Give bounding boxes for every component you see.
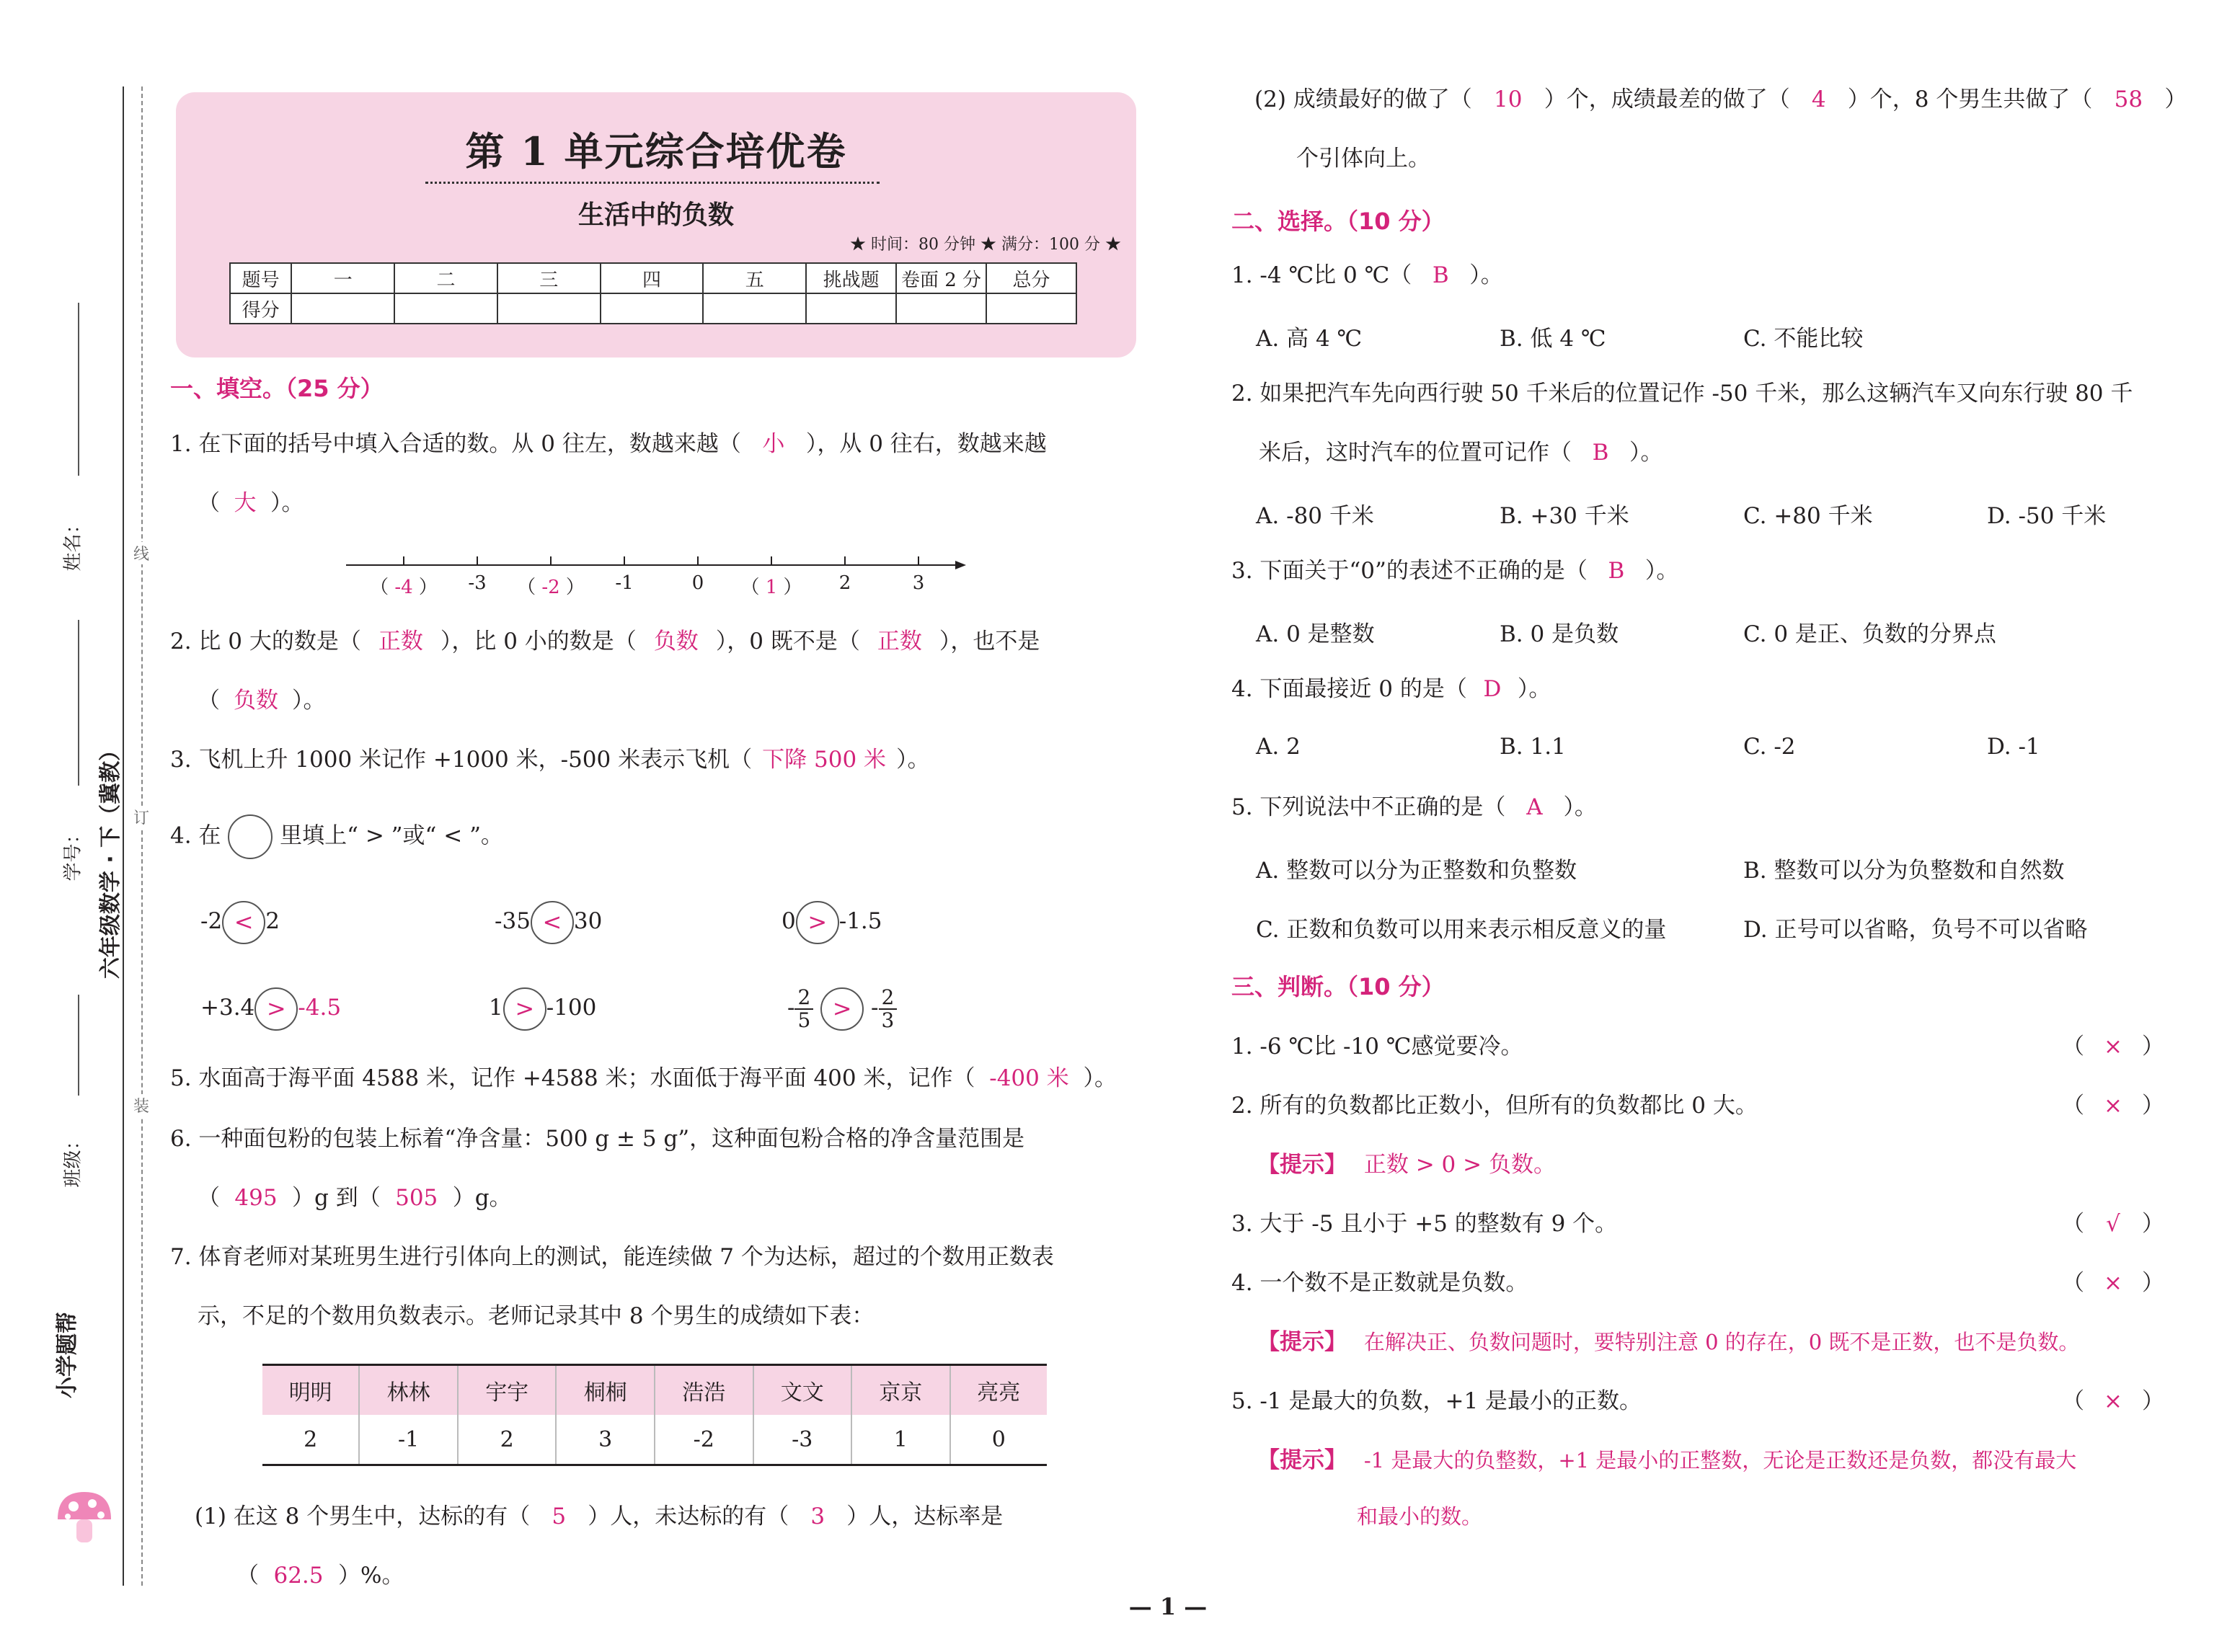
compare-sign: > [503,987,546,1031]
page-number: — 1 — [1128,1593,1208,1620]
compare-sign: > [796,901,839,944]
s1-q2-line1 [170,627,1040,656]
s1-q7-p1-text: ）人，达标率是 [846,1504,1004,1529]
compare-item [489,986,596,1031]
zhuang-mark: 装 [133,1094,149,1116]
pullup-name: 文文 [753,1365,852,1416]
s2-q3-text: 3. 下面关于“0”的表述不正确的是（ [1231,558,1588,584]
s2-q4-option: A. 2 [1256,734,1301,760]
s1-q6-line2 [198,1184,512,1212]
s1-q2-answer-4: 负数 [234,688,278,714]
judge-item: 1. -6 ℃比 -10 ℃感觉要冷。 [1231,1034,1523,1060]
score-header-cell: 总分 [986,263,1076,293]
nl-label: -3 [468,572,487,594]
nl-label: -1 [615,572,634,594]
s2-q1-answer: B [1432,262,1449,288]
s2-q1 [1231,261,1503,290]
score-header-cell: 一 [291,263,394,293]
nl-label: （ -2 ） [517,577,585,598]
s1-q7-p2-text: ）个，成绩最差的做了（ [1544,86,1790,112]
compare-sign: > [254,987,298,1031]
compare-left: 1 [489,995,503,1021]
s2-q4 [1231,675,1551,703]
s2-q3-option: C. 0 是正、负数的分界点 [1743,621,1996,647]
s2-q2-answer: B [1592,440,1609,466]
blank-circle-icon [228,814,273,859]
paren-right: ） [2142,1270,2164,1296]
paren-left: （ [2062,1388,2084,1414]
s1-q3-answer: 下降 500 米 [762,747,887,773]
s1-q7-line1 [170,1243,1054,1271]
frac-right-sign: - [871,995,879,1021]
s2-q5-answer: A [1526,794,1543,820]
pullup-name: 宇宇 [458,1365,557,1416]
nl-label: （ 1 ） [740,577,802,598]
line-mark: 线 [133,542,149,564]
compare-sign: < [531,901,574,944]
s1-q1-text: ）。 [270,490,304,516]
s1-q7-p1-answer-2: 3 [810,1504,825,1529]
tip-text: -1 是最大的负整数，+1 是最小的正整数，无论是正数还是负数，都没有最大 [1363,1448,2077,1473]
s2-q4-text: 4. 下面最接近 0 的是（ [1231,676,1467,702]
s2-q5-option: D. 正号可以省略，负号不可以省略 [1743,917,2088,943]
section-1-title: 一、填空。（25 分） [170,375,384,402]
title-dotted-line [425,182,880,184]
frac-left-num: 2 [794,987,813,1010]
judge-answer: × [2104,1270,2122,1296]
s1-q1-text: （ [198,490,220,516]
judge-item: 3. 大于 -5 且小于 +5 的整数有 9 个。 [1231,1211,1618,1237]
s1-q7-p2-answer-3: 58 [2114,86,2143,112]
score-row-label: 得分 [230,293,291,324]
judge-paren [2062,1028,2164,1060]
s1-q2-line2 [198,686,326,715]
compare-left: 0 [782,908,796,934]
book-label: 六年级数学 · 下（冀教） [98,739,123,980]
compare-item [782,900,882,944]
s2-q2-text: 米后，这时汽车的位置可记作（ [1259,440,1572,466]
judge-paren [2062,1382,2164,1415]
s1-q7-p1-text: ）%。 [338,1563,404,1589]
compare-item [200,900,280,944]
s2-q3-option: A. 0 是整数 [1256,621,1375,647]
score-header-cell: 二 [394,263,497,293]
s1-q6-text: ）g。 [452,1185,512,1211]
s1-q2-text: ），比 0 小的数是（ [440,629,637,654]
s1-q6-text: （ [198,1185,220,1211]
nl-answer: 1 [765,577,778,598]
number-line [346,548,966,598]
score-input-cell[interactable] [291,293,394,324]
compare-right: 30 [573,908,603,934]
mushroom-icon [52,1485,117,1550]
compare-item-fraction [787,977,897,1038]
s2-q3-answer: B [1608,558,1625,584]
s1-q1-text: ），从 0 往右，数越来越 [805,431,1047,457]
judge-answer: × [2104,1388,2122,1414]
s2-q5-text: ）。 [1563,794,1597,820]
s2-q5 [1231,793,1597,822]
s1-q4-text: 4. 在 [170,822,221,849]
s1-q7-p2-answer-2: 4 [1811,86,1826,112]
score-input-cell[interactable] [896,293,986,324]
pullup-table [262,1364,1047,1466]
s2-q5-option: B. 整数可以分为负整数和自然数 [1743,858,2065,884]
score-input-cell[interactable] [601,293,704,324]
paren-right: ） [2142,1034,2164,1060]
paren-right: ） [2142,1388,2164,1414]
frac-left [794,987,813,1031]
s1-q5-text: ）。 [1083,1065,1117,1091]
score-input-cell[interactable] [497,293,601,324]
pullup-value: 3 [556,1415,655,1465]
section-3-title: 三、判断。（10 分） [1231,973,1445,1000]
s1-q4-prompt [170,814,503,859]
compare-right: 2 [265,908,280,934]
judge-paren [2062,1205,2164,1238]
s1-q7-p1-answer-1: 5 [552,1504,567,1529]
s1-q7-text: 7. 体育老师对某班男生进行引体向上的测试，能连续做 7 个为达标，超过的个数用正数表 [170,1244,1054,1270]
pullup-value: -3 [753,1415,852,1465]
s2-q2-text: ）。 [1629,440,1663,466]
score-header-cell: 三 [497,263,601,293]
s2-q5-option: C. 正数和负数可以用来表示相反意义的量 [1256,917,1667,943]
compare-sign: > [820,987,864,1031]
s1-q6-answer-1: 495 [234,1185,278,1211]
meta-info: ★ 时间：80 分钟 ★ 满分：100 分 ★ [850,236,1121,254]
s2-q2-option: A. -80 千米 [1256,503,1374,529]
s1-q2-text: ）。 [292,688,326,714]
s1-q1-answer-1: 小 [762,431,785,457]
frac-left-sign: - [787,995,795,1021]
score-input-cell[interactable] [986,293,1076,324]
s1-q5-text: 5. 水面高于海平面 4588 米，记作 +4588 米；水面低于海平面 400 米，记作（ [170,1065,975,1091]
binding-line-inner [141,86,143,1586]
tip-text: 正数 > 0 > 负数。 [1363,1152,1556,1178]
pullup-name: 亮亮 [950,1365,1047,1416]
tip-2 [1257,1146,1556,1178]
pullup-name: 林林 [359,1365,458,1416]
compare-item [495,900,602,944]
s2-q4-answer: D [1483,676,1502,702]
s2-q3 [1231,556,1678,585]
s2-q4-option: D. -1 [1987,734,2040,760]
frac-right-num: 2 [879,987,898,1010]
paren-left: （ [2062,1093,2084,1119]
s1-q1-answer-2: 大 [234,490,257,516]
s1-q7-p2-text: ） [2164,86,2187,112]
s1-q7-p1-text: (1) 在这 8 个男生中，达标的有（ [195,1504,531,1529]
judge-answer: × [2104,1034,2122,1060]
id-label: 学号： [62,825,84,881]
compare-left: -2 [200,908,223,934]
s1-q7-p2-text: 个引体向上。 [1296,146,1430,172]
page-title: 第 1 单元综合培优卷 [465,128,847,174]
pullup-value: 0 [950,1415,1047,1465]
s1-q4-text: 里填上“ > ”或“ < ”。 [280,822,503,849]
s1-q6-text: ）g 到（ [292,1185,381,1211]
s1-q7-p2-text: ）个，8 个男生共做了（ [1847,86,2093,112]
s2-q2-option: D. -50 千米 [1987,503,2107,529]
s2-q2-text: 2. 如果把汽车先向西行驶 50 千米后的位置记作 -50 千米，那么这辆汽车又向东行驶 80 千 [1231,381,2133,407]
s1-q2-text: ），0 既不是（ [715,629,860,654]
pullup-value: -2 [655,1415,753,1465]
s1-q5 [170,1064,1117,1093]
frac-right-den: 3 [881,1008,895,1032]
compare-item [200,986,341,1031]
s2-q5-option: A. 整数可以分为正整数和负整数 [1256,858,1577,884]
score-header-cell: 题号 [230,263,291,293]
s2-q2-line2 [1259,438,1663,467]
s1-q1-line2 [198,489,304,518]
tip-label: 【提示】 [1257,1152,1347,1178]
tip-5-line2: 和最小的数。 [1357,1504,1483,1529]
compare-right: -1.5 [838,908,882,934]
s1-q7-p2-line2 [1296,144,1430,173]
s2-q5-text: 5. 下列说法中不正确的是（ [1231,794,1506,820]
s2-q1-option: B. 低 4 ℃ [1500,326,1606,352]
s2-q2-option: C. +80 千米 [1743,503,1873,529]
paren-left: （ [2062,1270,2084,1296]
s1-q3 [170,745,930,774]
nl-label: 2 [838,572,851,594]
s1-q7-p1-line1 [195,1502,1003,1531]
judge-answer: × [2104,1093,2122,1119]
s2-q2-line1 [1231,379,2133,408]
nl-label: （ -4 ） [370,577,438,598]
judge-item: 2. 所有的负数都比正数小，但所有的负数都比 0 大。 [1231,1093,1758,1119]
s2-q1-option: A. 高 4 ℃ [1256,326,1363,352]
s1-q7-p1-text: （ [236,1563,259,1589]
s1-q2-answer-3: 正数 [877,629,922,654]
s2-q4-option: C. -2 [1743,734,1796,760]
s1-q6-line1 [170,1124,1024,1153]
judge-paren [2062,1087,2164,1119]
s1-q6-answer-2: 505 [395,1185,438,1211]
judge-answer: √ [2106,1211,2120,1237]
pullup-value: 1 [851,1415,950,1465]
s1-q2-text: ），也不是 [939,629,1040,654]
ding-mark: 订 [133,806,149,828]
s2-q4-option: B. 1.1 [1500,734,1566,760]
paren-right: ） [2142,1093,2164,1119]
s1-q7-text: 示，不足的个数用负数表示。老师记录其中 8 个男生的成绩如下表： [198,1303,875,1329]
s1-q5-answer: -400 米 [989,1065,1069,1091]
score-header-cell: 五 [703,263,806,293]
nl-answer: -4 [394,577,413,598]
section-2-title: 二、选择。（10 分） [1231,208,1445,235]
compare-sign: < [222,901,265,944]
s1-q1-line1 [170,430,1047,458]
paren-left: （ [2062,1034,2084,1060]
class-underline [78,995,79,1096]
s2-q1-text: 1. -4 ℃比 0 ℃（ [1231,262,1412,288]
tip-4 [1257,1323,2079,1356]
paren-left: （ [2062,1211,2084,1237]
s1-q7-p2-line1 [1254,85,2187,114]
s1-q7-p1-answer-3: 62.5 [273,1563,324,1589]
nl-label: 0 [691,572,704,594]
id-underline [78,620,79,786]
page-subtitle: 生活中的负数 [577,200,734,230]
s2-q2-option: B. +30 千米 [1500,503,1629,529]
score-input-cell[interactable] [806,293,896,324]
tip-5 [1257,1442,2076,1474]
s1-q2-answer-1: 正数 [378,629,423,654]
pullup-value: 2 [304,1426,318,1452]
s1-q2-answer-2: 负数 [653,629,699,654]
pullup-value: 2 [458,1415,557,1465]
s2-q1-text: ）。 [1469,262,1503,288]
class-label: 班级： [62,1131,84,1188]
s1-q7-p2-text: (2) 成绩最好的做了（ [1254,86,1472,112]
s2-q3-option: B. 0 是负数 [1500,621,1619,647]
judge-paren [2062,1264,2164,1297]
s1-q6-text: 6. 一种面包粉的包装上标着“净含量：500 g ± 5 g”，这种面包粉合格的净含量范围是 [170,1126,1025,1152]
compare-right: -4.5 [298,995,342,1021]
judge-item: 4. 一个数不是正数就是负数。 [1231,1270,1528,1296]
name-underline [78,303,79,476]
s1-q7-p2-answer-1: 10 [1494,86,1523,112]
compare-left: +3.4 [200,995,255,1021]
s1-q1-text: 1. 在下面的括号中填入合适的数。从 0 往左，数越来越（ [170,431,741,457]
pullup-value: -1 [359,1415,458,1465]
s2-q3-text: ）。 [1644,558,1679,584]
tip-label: 【提示】 [1257,1329,1347,1355]
name-label: 姓名： [62,515,84,572]
judge-item: 5. -1 是最大的负数，+1 是最小的正数。 [1231,1388,1642,1414]
score-header-cell: 卷面 2 分 [896,263,986,293]
score-input-cell[interactable] [394,293,497,324]
pullup-name: 明明 [262,1365,359,1416]
frac-right [879,987,898,1031]
pullup-name: 桐桐 [556,1365,655,1416]
s1-q3-text: 3. 飞机上升 1000 米记作 +1000 米，-500 米表示飞机（ [170,747,753,773]
compare-left: -35 [495,908,531,934]
nl-answer: -2 [541,577,560,598]
s2-q4-text: ）。 [1517,676,1551,702]
s1-q7-p1-line2 [236,1561,404,1590]
paren-right: ） [2142,1211,2164,1237]
compare-right: -100 [546,995,597,1021]
frac-left-den: 5 [797,1008,811,1032]
s1-q7-line2 [198,1302,874,1331]
score-header-cell: 四 [601,263,704,293]
tip-text: 在解决正、负数问题时，要特别注意 0 的存在，0 既不是正数，也不是负数。 [1363,1330,2080,1354]
tip-label: 【提示】 [1257,1447,1347,1473]
score-input-cell[interactable] [703,293,806,324]
nl-label: 3 [912,572,925,594]
score-header-cell: 挑战题 [806,263,896,293]
pullup-name: 京京 [851,1365,950,1416]
pullup-name: 浩浩 [655,1365,753,1416]
s1-q3-text: ）。 [896,747,930,773]
s2-q1-option: C. 不能比较 [1743,326,1864,352]
s1-q7-p1-text: ）人，未达标的有（ [588,1504,789,1529]
score-table [229,262,1077,324]
s1-q2-text: （ [198,688,220,714]
brand-label: 小学题帮 [55,1312,80,1398]
s1-q2-text: 2. 比 0 大的数是（ [170,629,361,654]
